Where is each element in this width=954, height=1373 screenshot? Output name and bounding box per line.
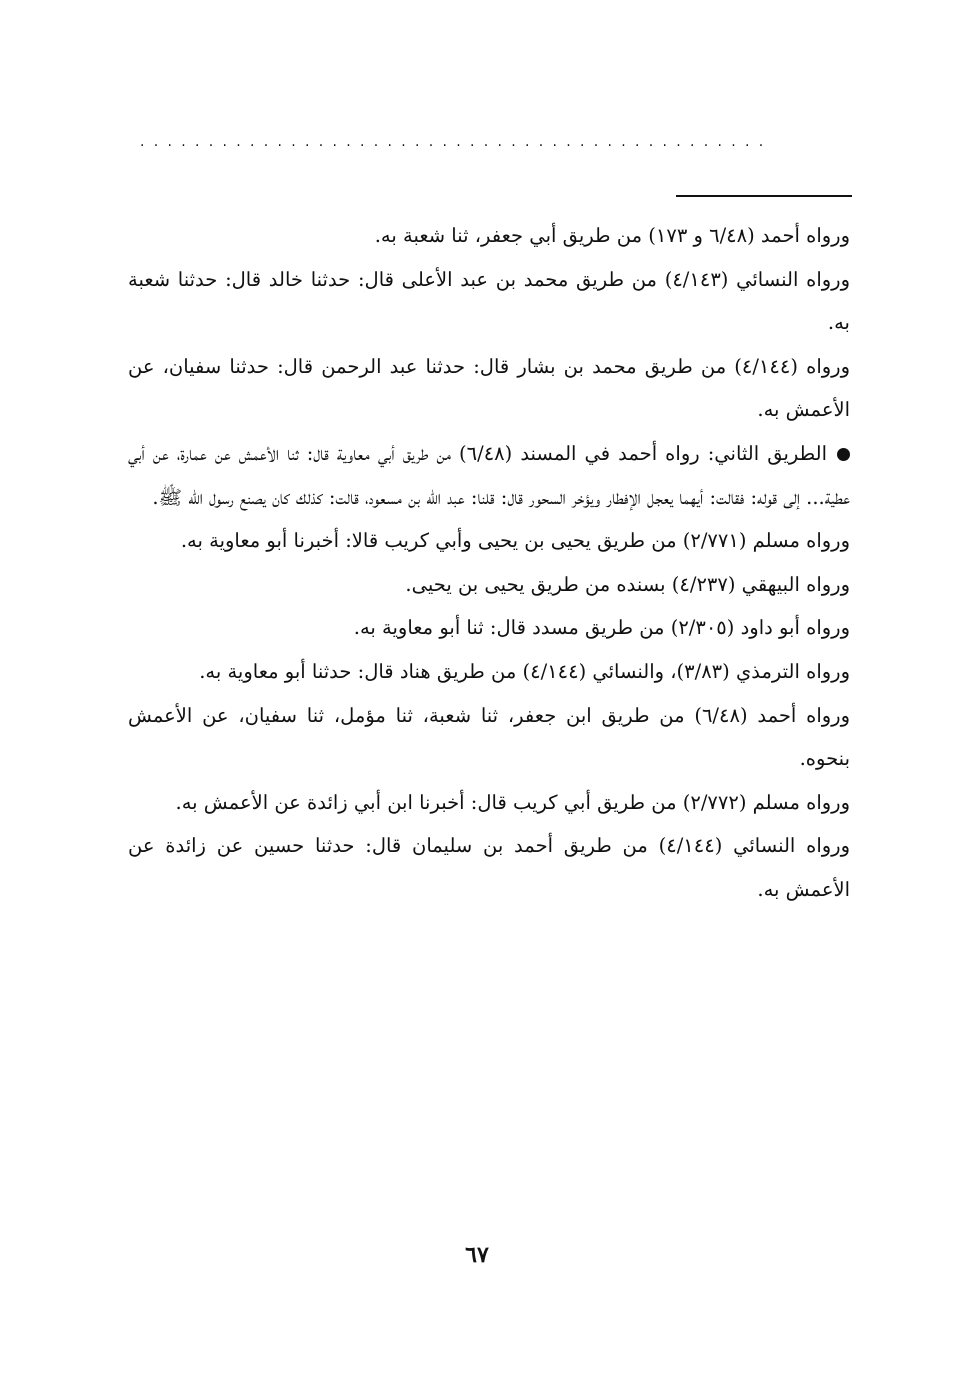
bullet-icon (837, 448, 850, 461)
footnote-rule (676, 195, 852, 197)
paragraph-2: ورواه النسائي (٤/١٤٣) من طريق محمد بن عبد الأعلى قال: حدثنا خالد قال: حدثنا شعبة به. (128, 267, 850, 335)
body-text (128, 214, 850, 912)
paragraph-1: ورواه أحمد (٦/٤٨ و ١٧٣) من طريق أبي جعفر، ثنا شعبة به. (374, 224, 850, 247)
paragraph-4 (128, 432, 850, 519)
paragraph-8: ورواه الترمذي (٣/٨٣)، والنسائي (٤/١٤٤) من طريق هناد قال: حدثنا أبو معاوية به. (199, 659, 850, 683)
paragraph-3: ورواه (٤/١٤٤) من طريق محمد بن بشار قال: حدثنا عبد الرحمن قال: حدثنا سفيان، عن الأعمش به. (128, 354, 850, 422)
page-number: ٦٧ (465, 1242, 489, 1268)
paragraph-11: ورواه النسائي (٤/١٤٤) من طريق أحمد بن سليمان قال: حدثنا حسين عن زائدة عن الأعمش به. (128, 834, 850, 901)
paragraph-4-text: الطريق الثاني: رواه أحمد في المسند (٦/٤٨) من طريق أبي معاوية قال: ثنا الأعمش عن عمارة، عن أبي عطية... إلى قوله: فقالت: أيهما يعجل الإفطار ويؤخر السحور قال: قلنا: عبد الله بن مسعود، قالت: كذلك كان يصنع رسول الله ﷺ. (128, 441, 850, 509)
paragraph-10: ورواه مسلم (٢/٧٧٢) من طريق أبي كريب قال: أخبرنا ابن أبي زائدة عن الأعمش به. (175, 790, 850, 814)
paragraph-6: ورواه البيهقي (٤/٢٣٧) بسنده من طريق يحيى بن يحيى. (405, 572, 850, 596)
paragraph-5: ورواه مسلم (٢/٧٧١) من طريق يحيى بن يحيى وأبي كريب قالا: أخبرنا أبو معاوية به. (180, 529, 850, 553)
paragraph-7: ورواه أبو داود (٢/٣٠٥) من طريق مسدد قال: ثنا أبو معاوية به. (353, 616, 850, 640)
dotted-separator: .............................................. (140, 134, 773, 150)
paragraph-9: ورواه أحمد (٦/٤٨) من طريق ابن جعفر، ثنا شعبة، ثنا مؤمل، ثنا سفيان، عن الأعمش بنحوه. (128, 703, 850, 771)
